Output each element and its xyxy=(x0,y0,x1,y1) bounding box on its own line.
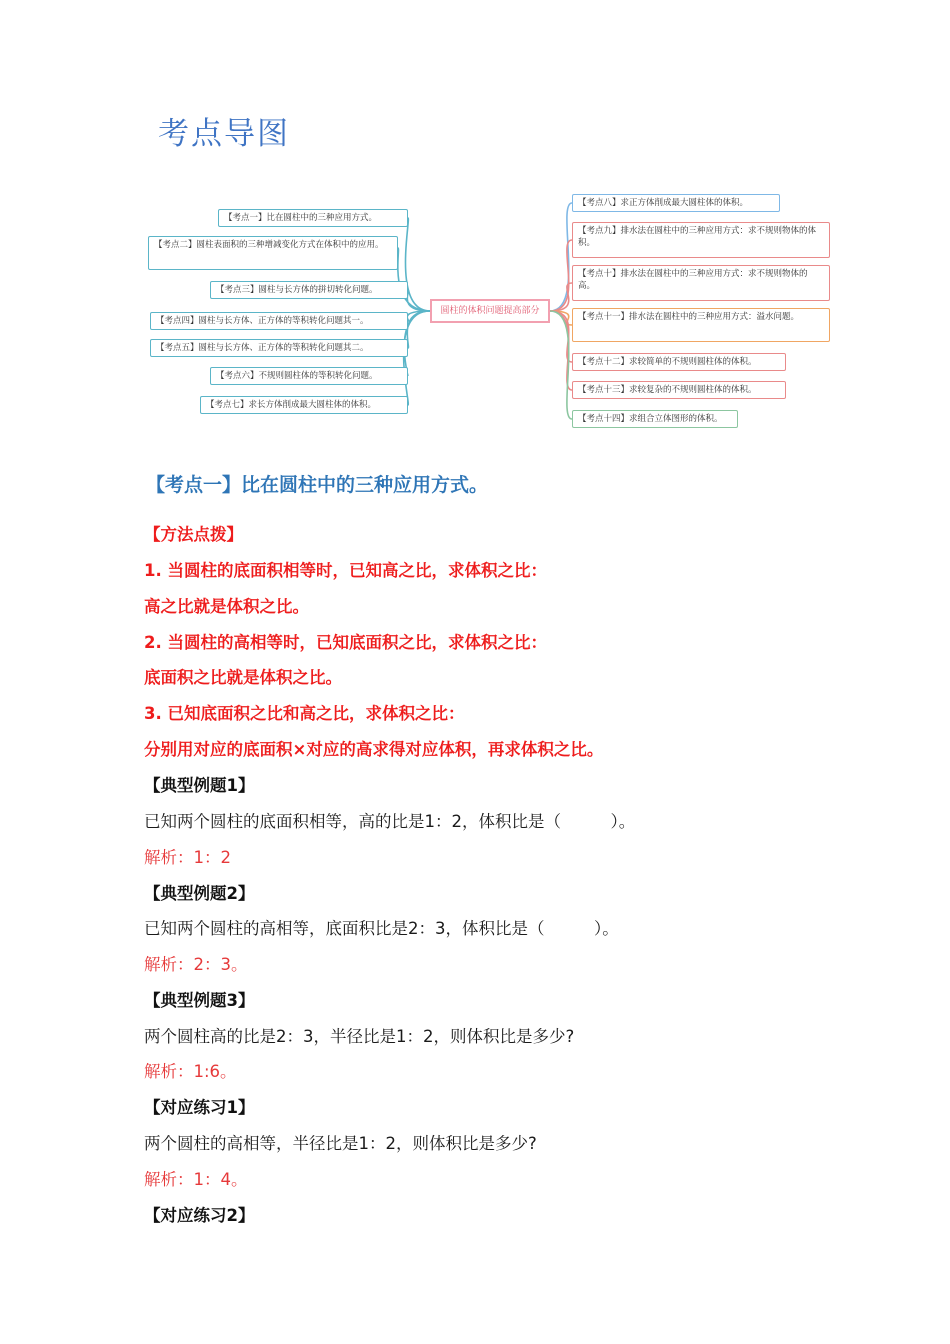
mind-map-node-right-11: 【考点十一】排水法在圆柱中的三种应用方式：溢水问题。 xyxy=(572,308,830,342)
example-1-answer: 解析：1：2 xyxy=(144,848,231,867)
mind-map-node-left-6: 【考点六】不规则圆柱体的等积转化问题。 xyxy=(210,367,408,385)
mind-map-node-left-1: 【考点一】比在圆柱中的三种应用方式。 xyxy=(218,209,408,227)
method-line-4: 底面积之比就是体积之比。 xyxy=(144,668,342,687)
example-2-title: 【典型例题2】 xyxy=(144,884,255,903)
example-2-question: 已知两个圆柱的高相等，底面积比是2：3，体积比是（ ）。 xyxy=(144,919,619,938)
mind-map-node-left-4: 【考点四】圆柱与长方体、正方体的等积转化问题其一。 xyxy=(150,312,408,330)
mind-map-node-left-3: 【考点三】圆柱与长方体的拼切转化问题。 xyxy=(210,281,408,299)
method-line-6: 分别用对应的底面积×对应的高求得对应体积，再求体积之比。 xyxy=(144,740,604,759)
method-line-5: 3. 已知底面积之比和高之比，求体积之比： xyxy=(144,704,465,723)
practice-1-question: 两个圆柱的高相等，半径比是1：2，则体积比是多少? xyxy=(144,1134,537,1153)
section-heading: 【考点一】比在圆柱中的三种应用方式。 xyxy=(146,474,489,496)
mind-map xyxy=(146,182,841,440)
example-3-answer: 解析：1:6。 xyxy=(144,1062,237,1081)
mind-map-node-right-13: 【考点十三】求较复杂的不规则圆柱体的体积。 xyxy=(572,381,786,399)
practice-2-title: 【对应练习2】 xyxy=(144,1206,255,1225)
practice-1-answer: 解析：1：4。 xyxy=(144,1170,248,1189)
mind-map-node-left-7: 【考点七】求长方体削成最大圆柱体的体积。 xyxy=(200,396,408,414)
mind-map-node-left-2: 【考点二】圆柱表面积的三种增减变化方式在体积中的应用。 xyxy=(148,236,398,270)
mind-map-center-node: 圆柱的体积问题提高部分 xyxy=(430,299,550,323)
method-line-1: 1. 当圆柱的底面积相等时，已知高之比，求体积之比： xyxy=(144,561,547,580)
mind-map-node-right-12: 【考点十二】求较简单的不规则圆柱体的体积。 xyxy=(572,353,786,371)
mind-map-node-right-14: 【考点十四】求组合立体图形的体积。 xyxy=(572,410,738,428)
mind-map-node-right-9: 【考点九】排水法在圆柱中的三种应用方式：求不规则物体的体积。 xyxy=(572,222,830,258)
mind-map-node-right-8: 【考点八】求正方体削成最大圆柱体的体积。 xyxy=(572,194,780,212)
example-1-question: 已知两个圆柱的底面积相等，高的比是1：2，体积比是（ ）。 xyxy=(144,812,636,831)
example-2-answer: 解析：2：3。 xyxy=(144,955,248,974)
method-line-2: 高之比就是体积之比。 xyxy=(144,597,309,616)
practice-1-title: 【对应练习1】 xyxy=(144,1098,255,1117)
mind-map-node-left-5: 【考点五】圆柱与长方体、正方体的等积转化问题其二。 xyxy=(150,339,408,357)
method-title: 【方法点拨】 xyxy=(144,525,243,544)
example-1-title: 【典型例题1】 xyxy=(144,776,255,795)
mind-map-node-right-10: 【考点十】排水法在圆柱中的三种应用方式：求不规则物体的高。 xyxy=(572,265,830,301)
page-title: 考点导图 xyxy=(158,116,290,152)
example-3-question: 两个圆柱高的比是2：3，半径比是1：2，则体积比是多少? xyxy=(144,1027,575,1046)
example-3-title: 【典型例题3】 xyxy=(144,991,255,1010)
method-line-3: 2. 当圆柱的高相等时，已知底面积之比，求体积之比： xyxy=(144,633,547,652)
